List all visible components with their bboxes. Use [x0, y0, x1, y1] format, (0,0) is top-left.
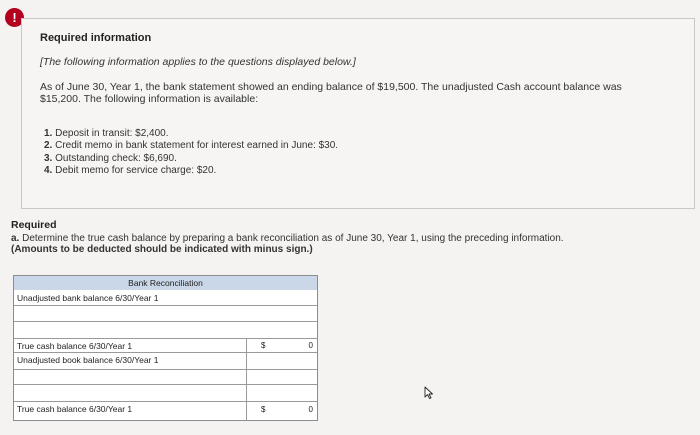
info-title: Required information	[40, 32, 152, 44]
bank-reconciliation-table	[13, 275, 318, 421]
book-adjustment-description-input[interactable]	[14, 369, 317, 384]
alert-icon: !	[5, 8, 24, 27]
required-part-a: a. Determine the true cash balance by preparing a bank reconciliation as of June 30, Year 1, using the preceding information.	[11, 233, 564, 244]
required-information-box	[21, 18, 695, 209]
required-title: Required	[11, 219, 57, 231]
unadjusted-book-balance-label: Unadjusted book balance 6/30/Year 1	[17, 355, 159, 365]
true-cash-balance-value: 0	[308, 405, 313, 414]
list-item: 3. Outstanding check: $6,690.	[44, 152, 177, 164]
unadjusted-bank-balance-label: Unadjusted bank balance 6/30/Year 1	[17, 293, 159, 303]
true-cash-balance-label: True cash balance 6/30/Year 1	[17, 341, 133, 351]
bank-adjustment-description-input[interactable]	[14, 305, 317, 321]
info-note: [The following information applies to the questions displayed below.]	[40, 56, 356, 68]
true-cash-balance-label: True cash balance 6/30/Year 1	[17, 404, 133, 414]
required-note: (Amounts to be deducted should be indicated with minus sign.)	[11, 244, 313, 255]
info-list	[44, 128, 338, 177]
book-adjustment-description-input[interactable]	[14, 384, 317, 401]
mouse-pointer-icon	[422, 386, 436, 400]
currency-symbol: $	[261, 405, 266, 414]
list-item: 1. Deposit in transit: $2,400.	[44, 128, 169, 139]
table-header: Bank Reconciliation	[14, 276, 317, 290]
info-paragraph: As of June 30, Year 1, the bank statement showed an ending balance of $19,500. The unadjusted Cash account balance was $15,200. The following information is available:	[40, 81, 622, 105]
list-item: 2. Credit memo in bank statement for interest earned in June: $30.	[44, 140, 339, 152]
bank-adjustment-description-input[interactable]	[14, 321, 317, 338]
currency-symbol: $	[261, 341, 266, 350]
list-item: 4. Debit memo for service charge: $20.	[44, 164, 217, 176]
true-cash-balance-value: 0	[308, 341, 313, 350]
